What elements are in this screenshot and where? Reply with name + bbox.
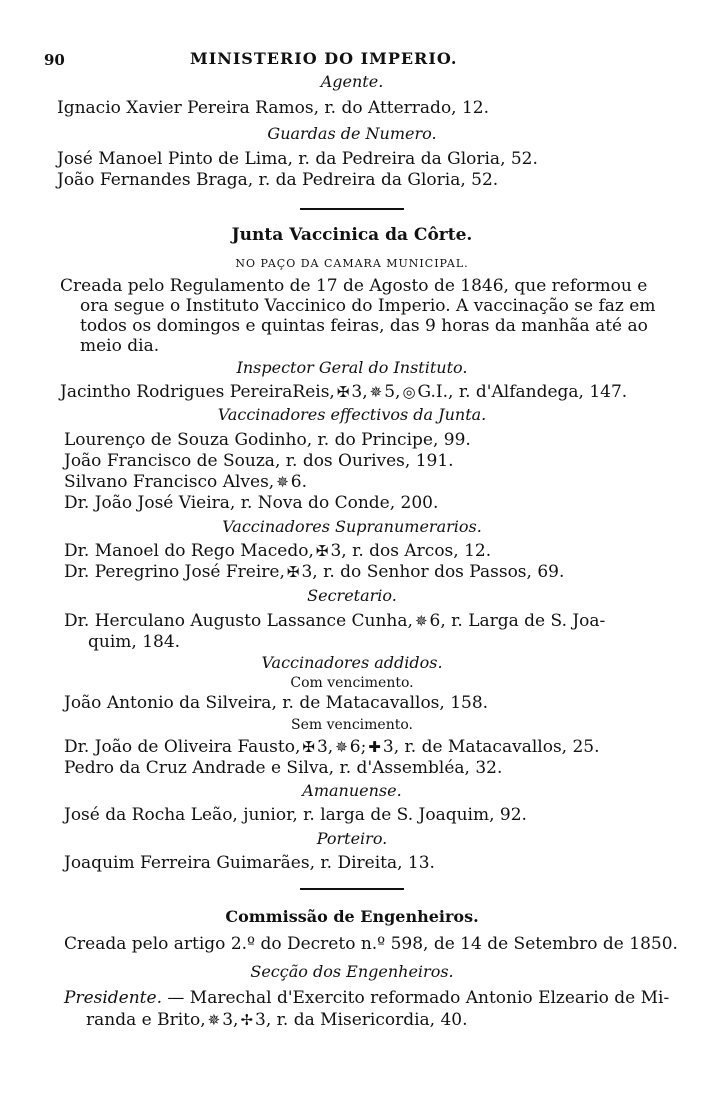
entry-sem-vencimento-2: Pedro da Cruz Andrade e Silva, r. d'Assembléa, 32. [64, 758, 503, 778]
commissao-intro: Creada pelo artigo 2.º do Decreto n.º 598, de 14 de Setembro de 1850. [64, 934, 678, 954]
divider [300, 888, 404, 890]
medal-decoration-icon: ✚ [368, 738, 381, 756]
entry-guarda-1: José Manoel Pinto de Lima, r. da Pedreira da Gloria, 52. [57, 149, 538, 169]
entry-sem-vencimento-1: Dr. João de Oliveira Fausto, ✠ 3, ✵ 6; ✚ 3, r. de Matacavallos, 25. [64, 737, 600, 757]
sem-vencimento: Sem vencimento. [291, 717, 413, 733]
com-vencimento: Com vencimento. [290, 675, 414, 691]
circle-decoration-icon: ◎ [402, 383, 416, 401]
star-decoration-icon: ✵ [369, 383, 383, 401]
cross-decoration-icon: ✠ [286, 563, 300, 581]
junta-intro-2: ora segue o Instituto Vaccinico do Imperio. A vaccinação se faz em [80, 296, 656, 316]
entry-supra-1: Dr. Manoel do Rego Macedo, ✠ 3, r. dos Arcos, 12. [64, 541, 492, 561]
star-decoration-icon: ✵ [276, 473, 289, 491]
heading-supra: Vaccinadores Supranumerarios. [222, 517, 482, 536]
junta-intro-1: Creada pelo Regulamento de 17 de Agosto de 1846, que reformou e [60, 276, 648, 296]
star-decoration-icon: ✵ [414, 612, 428, 630]
heading-porteiro: Porteiro. [316, 829, 388, 848]
entry-porteiro: Joaquim Ferreira Guimarães, r. Direita, 13. [64, 853, 435, 873]
heading-seccao: Secção dos Engenheiros. [250, 962, 454, 981]
heading-guardas: Guardas de Numero. [267, 124, 437, 143]
entry-amanuense: José da Rocha Leão, junior, r. larga de S. Joaquim, 92. [64, 805, 527, 825]
junta-subtitle: NO PAÇO DA CAMARA MUNICIPAL. [235, 257, 469, 270]
entry-efetivo-4: Dr. João José Vieira, r. Nova do Conde, 200. [64, 493, 439, 513]
entry-presidente: Presidente. — Marechal d'Exercito reformado Antonio Elzeario de Mi- [64, 988, 670, 1008]
entry-secretario-cont: quim, 184. [88, 632, 181, 652]
divider [300, 208, 404, 210]
entry-com-vencimento: João Antonio da Silveira, r. de Matacavallos, 158. [64, 693, 489, 713]
heading-secretario: Secretario. [307, 586, 397, 605]
entry-presidente-cont: randa e Brito, ✵ 3, ✢ 3, r. da Misericordia, 40. [86, 1010, 468, 1030]
junta-title: Junta Vaccinica da Côrte. [231, 225, 473, 245]
heading-inspector: Inspector Geral do Instituto. [236, 358, 468, 377]
cross-decoration-icon: ✠ [315, 542, 329, 560]
commissao-title: Commissão de Engenheiros. [225, 907, 479, 926]
entry-secretario: Dr. Herculano Augusto Lassance Cunha, ✵ 6, r. Larga de S. Joa- [64, 611, 606, 631]
heading-efetivos: Vaccinadores effectivos da Junta. [217, 405, 487, 424]
junta-intro-4: meio dia. [80, 336, 160, 356]
entry-guarda-2: João Fernandes Braga, r. da Pedreira da Gloria, 52. [57, 170, 499, 190]
entry-supra-2: Dr. Peregrino José Freire, ✠ 3, r. do Senhor dos Passos, 69. [64, 562, 565, 582]
entry-inspector: Jacintho Rodrigues PereiraReis, ✠ 3, ✵ 5, ◎ G.I., r. d'Alfandega, 147. [60, 382, 628, 402]
heading-amanuense: Amanuense. [302, 781, 402, 800]
entry-agente: Ignacio Xavier Pereira Ramos, r. do Atterrado, 12. [57, 98, 490, 118]
heading-addidos: Vaccinadores addidos. [261, 653, 443, 672]
running-title: MINISTERIO DO IMPERIO. [190, 49, 458, 68]
heading-agente: Agente. [320, 72, 384, 91]
entry-efetivo-3: Silvano Francisco Alves, ✵ 6. [64, 472, 308, 492]
cross-decoration-icon: ✢ [240, 1011, 254, 1029]
entry-efetivo-2: João Francisco de Souza, r. dos Ourives, 191. [64, 451, 454, 471]
entry-efetivo-1: Lourenço de Souza Godinho, r. do Principe, 99. [64, 430, 471, 450]
junta-intro-3: todos os domingos e quintas feiras, das 9 horas da manhãa até ao [80, 316, 648, 336]
cross-decoration-icon: ✠ [336, 383, 350, 401]
cross-decoration-icon: ✠ [302, 738, 315, 756]
star-decoration-icon: ✵ [207, 1011, 221, 1029]
page-number: 90 [44, 51, 65, 69]
star-decoration-icon: ✵ [335, 738, 348, 756]
